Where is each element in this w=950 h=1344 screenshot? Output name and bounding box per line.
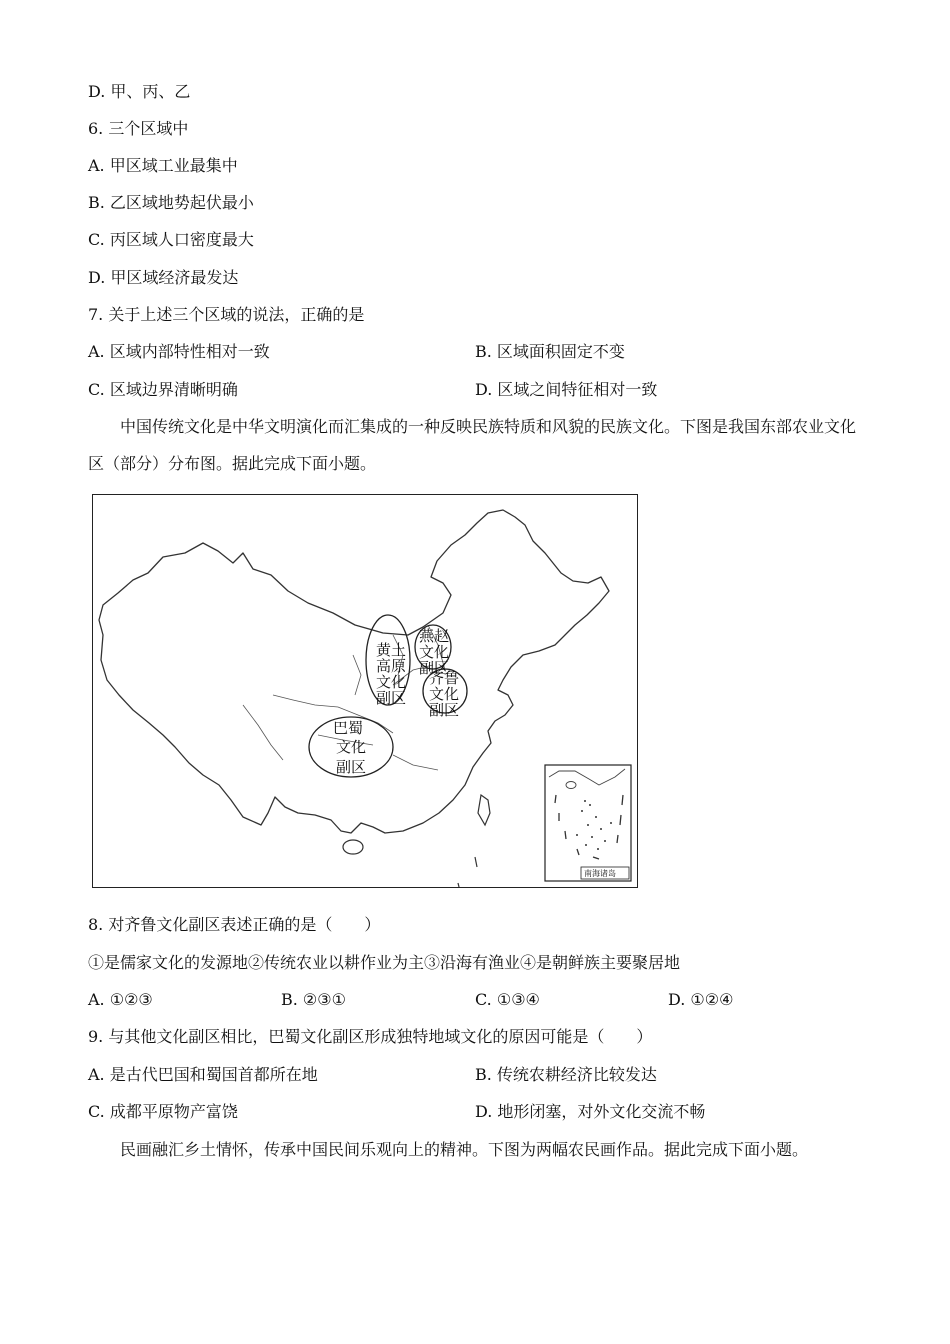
qilu-label-3: 副区 (429, 701, 460, 719)
q8-statements: ①是儒家文化的发源地②传统农业以耕作业为主③沿海有渔业④是朝鲜族主要聚居地 (88, 953, 681, 972)
huangtu-label-3: 文化 (376, 673, 407, 691)
q6-option-a: A. 甲区域工业最集中 (88, 156, 238, 175)
intro-paragraph-2: 民画融汇乡土情怀，传承中国民间乐观向上的精神。下图为两幅农民画作品。据此完成下面小题。 (120, 1140, 809, 1159)
qilu-label-1: 齐鲁 (429, 669, 460, 687)
q9-option-b: B. 传统农耕经济比较发达 (475, 1065, 657, 1084)
q6-option-d: D. 甲区域经济最发达 (88, 268, 239, 287)
q8-option-d: D. ①②④ (668, 990, 734, 1009)
q7-option-c: C. 区域边界清晰明确 (88, 380, 238, 399)
yanzhao-label-2: 文化 (419, 643, 450, 661)
q7-stem: 7. 关于上述三个区域的说法，正确的是 (88, 305, 365, 324)
q8-stem: 8. 对齐鲁文化副区表述正确的是（ ） (88, 915, 381, 934)
bashu-label-1: 巴蜀 (333, 719, 364, 737)
bashu-label-3: 副区 (336, 758, 367, 776)
intro-paragraph: 中国传统文化是中华文明演化而汇集成的一种反映民族特质和风貌的民族文化。下图是我国东部农业文化区（部分）分布图。据此完成下面小题。 (88, 417, 857, 473)
q6-option-c: C. 丙区域人口密度最大 (88, 230, 254, 249)
q8-option-c: C. ①③④ (475, 990, 540, 1009)
china-culture-map (92, 494, 638, 888)
south-china-sea-inset (545, 765, 631, 881)
q7-option-b: B. 区域面积固定不变 (475, 342, 625, 361)
inset-label: 南海诸岛 (584, 869, 616, 878)
yanzhao-label-3: 副区 (419, 659, 450, 677)
q6-stem: 6. 三个区域中 (88, 119, 189, 138)
china-outline (99, 510, 609, 833)
q7-option-a: A. 区域内部特性相对一致 (88, 342, 270, 361)
q6-option-b: B. 乙区域地势起伏最小 (88, 193, 254, 212)
huangtu-label-2: 高原 (376, 657, 407, 675)
q7-option-d: D. 区域之间特征相对一致 (475, 380, 658, 399)
q9-option-d: D. 地形闭塞，对外文化交流不畅 (475, 1102, 706, 1121)
bashu-label-2: 文化 (336, 738, 367, 756)
q9-stem: 9. 与其他文化副区相比，巴蜀文化副区形成独特地域文化的原因可能是（ ） (88, 1027, 653, 1046)
q5-option-d: D. 甲、丙、乙 (88, 82, 191, 101)
huangtu-label-1: 黄土 (376, 641, 407, 659)
q9-option-a: A. 是古代巴国和蜀国首都所在地 (88, 1065, 318, 1084)
q8-option-b: B. ②③① (281, 990, 346, 1009)
qilu-label-2: 文化 (429, 685, 460, 703)
huangtu-label-4: 副区 (376, 689, 407, 707)
yanzhao-label-1: 燕赵 (419, 627, 450, 645)
q9-option-c: C. 成都平原物产富饶 (88, 1102, 238, 1121)
q8-option-a: A. ①②③ (88, 990, 153, 1009)
